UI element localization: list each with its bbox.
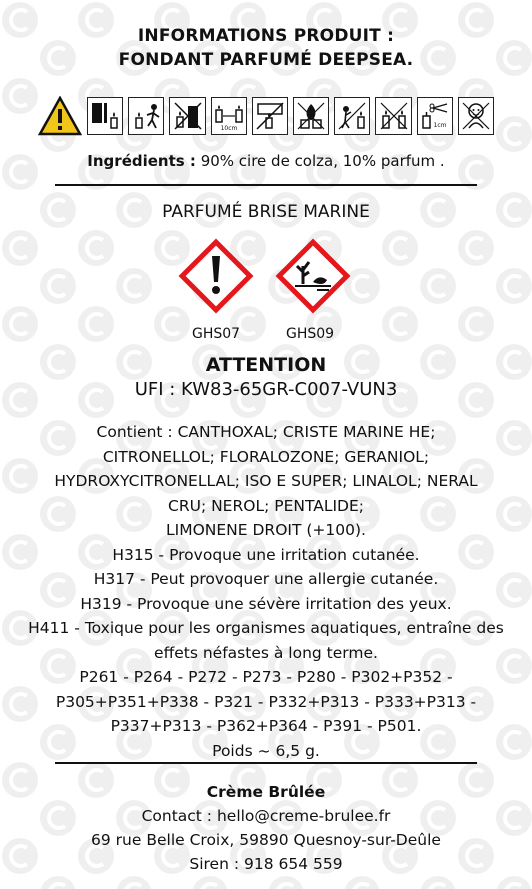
- hazard-line: effets néfastes à long terme.: [154, 643, 378, 662]
- siren-number: Siren : 918 654 559: [189, 855, 343, 873]
- distance-10cm-icon: [211, 97, 247, 135]
- title-line-1: INFORMATIONS PRODUIT :: [137, 26, 395, 46]
- hazard-line: H319 - Provoque une sévère irritation des yeux.: [80, 594, 452, 613]
- signal-word: ATTENTION: [205, 354, 327, 376]
- trim-wick-1cm-icon: [417, 97, 453, 135]
- no-unattended-icon: [334, 97, 370, 135]
- scent-name: PARFUMÉ BRISE MARINE: [162, 202, 370, 222]
- no-fabric-icon: [252, 97, 288, 135]
- window-candle-icon: [87, 97, 123, 135]
- ghs07-exclamation-icon: [176, 236, 256, 316]
- divider: [55, 762, 477, 764]
- composition-line: Contient : CANTHOXAL; CRISTE MARINE HE;: [96, 423, 436, 441]
- title-line-2: FONDANT PARFUMÉ DEEPSEA.: [118, 50, 414, 70]
- composition-line: HYDROXYCITRONELLAL; ISO E SUPER; LINALOL; NERAL: [54, 472, 478, 490]
- ingredients-label: Ingrédients :: [87, 152, 196, 170]
- warning-triangle-icon: [38, 97, 82, 135]
- composition-line: CITRONELLOL; FLORALOZONE; GERANIOL;: [102, 447, 430, 466]
- ghs09-label: GHS09: [286, 326, 335, 342]
- ghs07-label: GHS07: [192, 326, 241, 342]
- composition-line: LIMONENE DROIT (+100).: [166, 521, 366, 539]
- hazard-line: H411 - Toxique pour les organismes aquatiques, entraîne des: [28, 619, 504, 637]
- hazard-line: H315 - Provoque une irritation cutanée.: [112, 545, 420, 564]
- address: 69 rue Belle Croix, 59890 Quesnoy-sur-Deûle: [91, 831, 441, 849]
- page-title: [0, 24, 532, 72]
- divider: [55, 184, 477, 186]
- draft-candle-icon: [128, 97, 164, 135]
- no-near-candles-icon: [375, 97, 411, 135]
- composition-line: CRU; NEROL; PENTALIDE;: [168, 496, 364, 515]
- precaution-line: P337+P313 - P362+P364 - P391 - P501.: [110, 717, 422, 735]
- svg-text:10cm: 10cm: [220, 125, 238, 132]
- no-flammables-icon: [293, 97, 329, 135]
- weight: Poids ~ 6,5 g.: [212, 741, 320, 760]
- ghs09-environment-icon: [273, 236, 353, 316]
- label-body: [0, 420, 532, 763]
- ingredients-text: 90% cire de colza, 10% parfum .: [195, 152, 445, 170]
- keep-from-children-icon: [458, 97, 494, 135]
- hazard-line: H317 - Peut provoquer une allergie cutanée.: [93, 570, 439, 588]
- svg-text:1cm: 1cm: [433, 122, 447, 129]
- precaution-line: P305+P351+P338 - P321 - P332+P313 - P333+P313 -: [55, 692, 477, 711]
- precaution-line: P261 - P264 - P272 - P273 - P280 - P302+P352 -: [79, 668, 453, 686]
- safety-icons-row: [38, 97, 494, 137]
- ingredients-line: [0, 152, 532, 170]
- footer: [0, 780, 532, 876]
- contact-email: Contact : hello@creme-brulee.fr: [141, 807, 391, 825]
- brand-name: Crème Brûlée: [206, 783, 326, 801]
- no-furniture-icon: [169, 97, 205, 135]
- ufi-code: UFI : KW83-65GR-C007-VUN3: [134, 379, 398, 400]
